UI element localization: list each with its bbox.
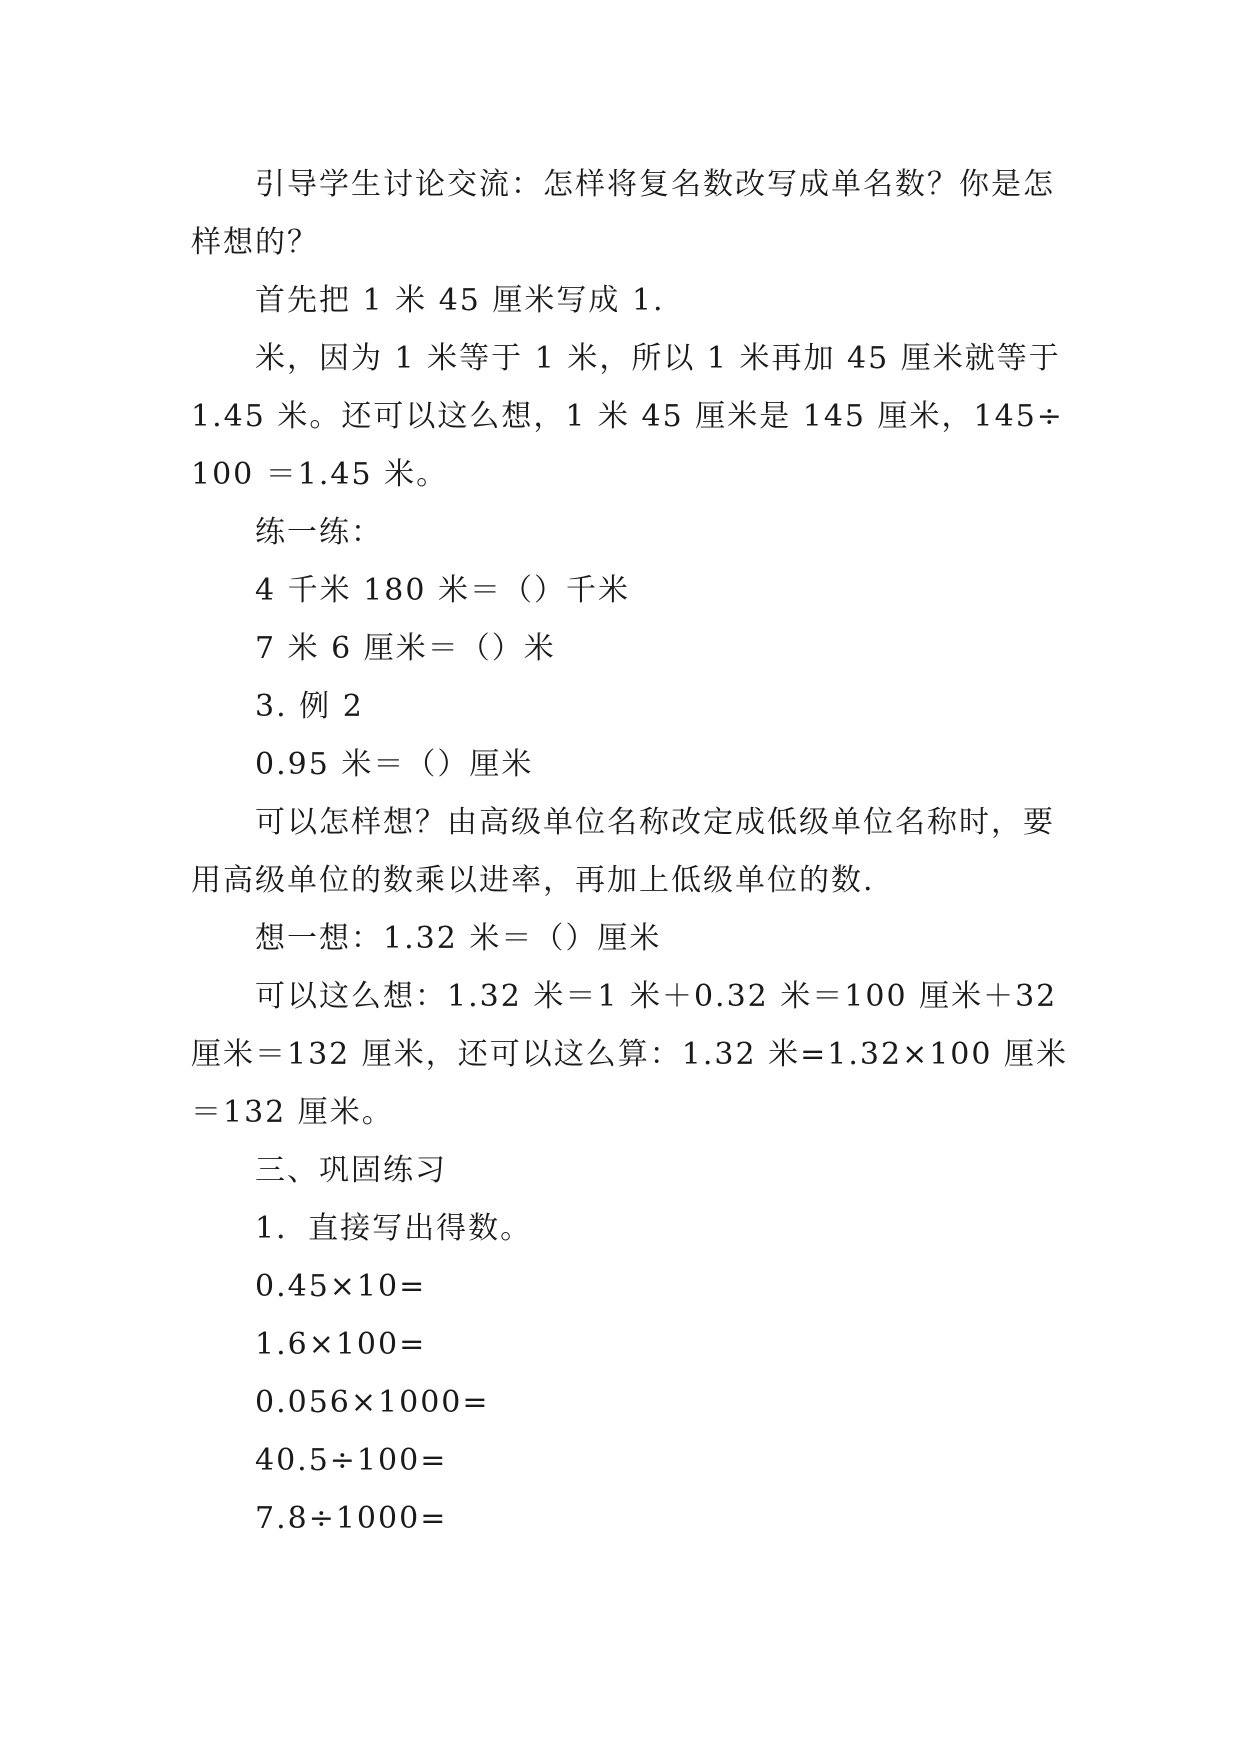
equation-item: 40.5÷100= (255, 1443, 448, 1478)
document-body (191, 156, 1071, 1548)
paragraph-think-question: 想一想：1.32 米＝（）厘米 (255, 921, 662, 956)
paragraph-conversion-rule: 可以怎样想？由高级单位名称改定成低级单位名称时，要用高级单位的数乘以进率，再加上低级单位的数. (191, 805, 1055, 898)
paragraph-practice-heading: 练一练： (255, 515, 383, 550)
paragraph-exercise-km: 4 千米 180 米＝（）千米 (255, 573, 630, 608)
paragraph-task-1: 1．直接写出得数。 (255, 1211, 533, 1246)
paragraph-exercise-m: 7 米 6 厘米＝（）米 (255, 631, 556, 666)
paragraph-example-2-question: 0.95 米＝（）厘米 (255, 747, 534, 782)
equation-item: 1.6×100= (255, 1327, 427, 1362)
equation-item: 0.45×10= (255, 1269, 427, 1304)
equation-item: 0.056×1000= (255, 1385, 490, 1420)
section-heading-consolidation: 三、巩固练习 (255, 1153, 447, 1188)
paragraph-explanation: 米，因为 1 米等于 1 米，所以 1 米再加 45 厘米就等于 1.45 米。还可以这么想，1 米 45 厘米是 145 厘米，145÷100 ＝1.45 米。 (191, 341, 1064, 492)
paragraph-example-2: 3. 例 2 (255, 689, 364, 724)
paragraph-think-answer: 可以这么想：1.32 米＝1 米＋0.32 米＝100 厘米＋32 厘米＝132 厘米，还可以这么算：1.32 米=1.32×100 厘米＝132 厘米。 (191, 979, 1068, 1130)
paragraph-first-step: 首先把 1 米 45 厘米写成 1. (255, 283, 665, 318)
paragraph-discussion-prompt: 引导学生讨论交流：怎样将复名数改写成单名数？你是怎样想的？ (191, 167, 1055, 260)
equation-item: 7.8÷1000= (255, 1501, 448, 1536)
